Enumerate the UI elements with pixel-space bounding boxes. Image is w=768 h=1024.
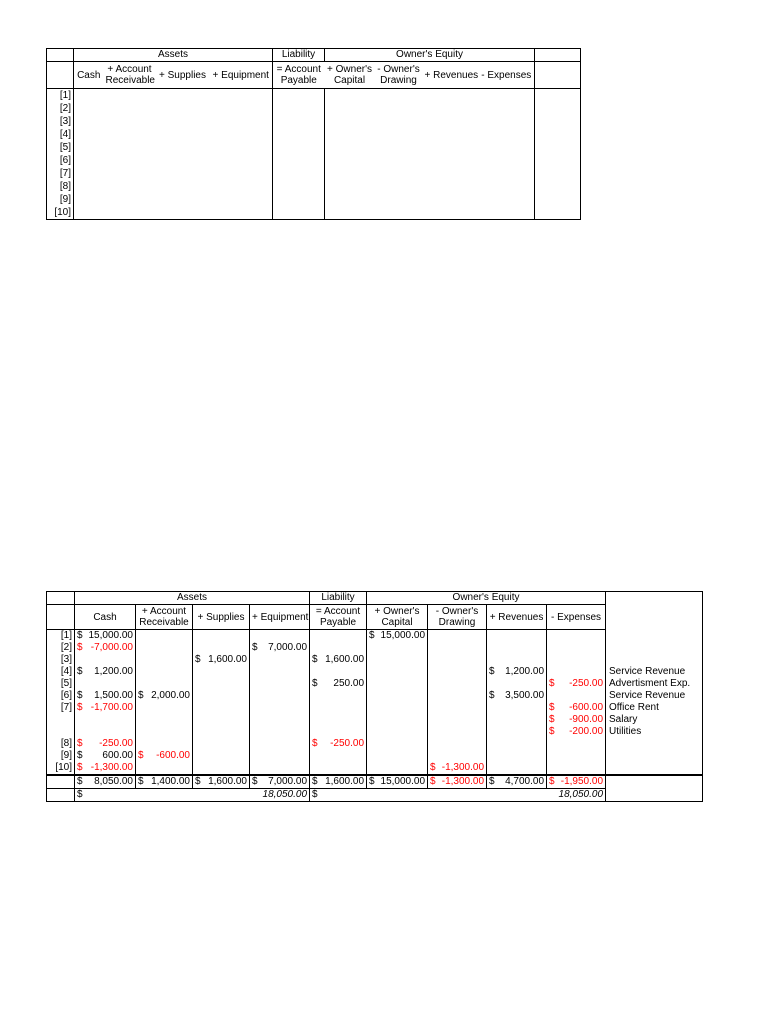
cell-drawing	[428, 738, 487, 750]
cell-revenues	[487, 738, 547, 750]
cell-supplies	[193, 702, 250, 714]
cell-expenses	[547, 750, 606, 762]
revenues-header: + Revenues	[487, 605, 547, 630]
cell-capital	[367, 714, 428, 726]
cell-supplies	[193, 690, 250, 702]
cell-expenses	[547, 642, 606, 654]
blank-row	[47, 180, 581, 193]
cell-equipment: $ 7,000.00	[250, 642, 310, 654]
cell-ap	[310, 642, 367, 654]
cell-equipment	[250, 750, 310, 762]
cell-cash: $ 15,000.00	[75, 630, 136, 643]
cell-drawing	[428, 690, 487, 702]
cell-expenses	[547, 630, 606, 643]
ledger-row	[47, 678, 703, 690]
blank-row	[47, 154, 581, 167]
cell-supplies	[193, 714, 250, 726]
cell-equipment	[250, 678, 310, 690]
cell-cash	[75, 726, 136, 738]
row-label: [5]	[47, 678, 75, 690]
cell-equipment	[250, 738, 310, 750]
transaction-note: Office Rent	[606, 702, 703, 714]
blank-row	[47, 141, 581, 154]
cell-revenues	[487, 714, 547, 726]
blank-row	[47, 115, 581, 128]
liability-header: Liability	[310, 592, 367, 605]
total-revenues: $ 4,700.00	[487, 775, 547, 789]
cell-expenses	[547, 654, 606, 666]
row-label: [4]	[47, 666, 75, 678]
row-label: [3]	[47, 654, 75, 666]
notes-header	[535, 49, 581, 62]
blank-row	[47, 89, 581, 103]
cell-equipment	[250, 630, 310, 643]
cell-drawing	[428, 726, 487, 738]
row-label: [7]	[47, 702, 75, 714]
cell-drawing	[428, 750, 487, 762]
cell-revenues	[487, 726, 547, 738]
ledger-row	[47, 702, 703, 714]
cell-capital	[367, 678, 428, 690]
cell-capital	[367, 750, 428, 762]
cell-revenues	[487, 642, 547, 654]
cell-revenues	[487, 702, 547, 714]
cell-ap: $ -250.00	[310, 738, 367, 750]
cell-capital	[367, 762, 428, 775]
cell-cash	[75, 714, 136, 726]
row-label: [2]	[47, 102, 74, 115]
cell-ap: $ 250.00	[310, 678, 367, 690]
drawing-header: - Owner's Drawing	[428, 605, 487, 630]
liab-equity-grand-total: $ 18,050.00	[310, 789, 606, 802]
blank-row	[47, 102, 581, 115]
cell-drawing	[428, 630, 487, 643]
row-label	[47, 726, 75, 738]
cell-supplies	[193, 678, 250, 690]
row-label: [6]	[47, 154, 74, 167]
cell-expenses: $ -600.00	[547, 702, 606, 714]
row-label: [7]	[47, 167, 74, 180]
cell-expenses: $ -250.00	[547, 678, 606, 690]
revenues-header: + Revenues	[423, 62, 479, 89]
grand-total-row	[47, 789, 703, 802]
total-supplies: $ 1,600.00	[193, 775, 250, 789]
blank-row	[47, 128, 581, 141]
cell-capital	[367, 738, 428, 750]
cell-revenues: $ 3,500.00	[487, 690, 547, 702]
cash-header: Cash	[74, 62, 104, 89]
cash-header: Cash	[75, 605, 136, 630]
cell-ar	[136, 714, 193, 726]
supplies-header: + Supplies	[193, 605, 250, 630]
cell-equipment	[250, 702, 310, 714]
cell-ap	[310, 726, 367, 738]
row-label: [9]	[47, 750, 75, 762]
cell-equipment	[250, 690, 310, 702]
cell-supplies	[193, 750, 250, 762]
cell-supplies	[193, 738, 250, 750]
row-label: [1]	[47, 630, 75, 643]
total-ar: $ 1,400.00	[136, 775, 193, 789]
cell-cash: $ 1,200.00	[75, 666, 136, 678]
supplies-header: + Supplies	[156, 62, 210, 89]
transaction-note: Utilities	[606, 726, 703, 738]
transaction-note: Salary	[606, 714, 703, 726]
cell-capital	[367, 666, 428, 678]
transaction-note	[606, 630, 703, 643]
corner-cell	[47, 592, 75, 605]
total-capital: $ 15,000.00	[367, 775, 428, 789]
cell-cash	[75, 678, 136, 690]
equity-header: Owner's Equity	[367, 592, 606, 605]
cell-ar	[136, 642, 193, 654]
cell-cash: $ -1,700.00	[75, 702, 136, 714]
cell-ar	[136, 702, 193, 714]
cell-capital	[367, 726, 428, 738]
total-expenses: $ -1,950.00	[547, 775, 606, 789]
blank-row	[47, 206, 581, 220]
blank-accounting-equation-table	[46, 48, 581, 220]
total-equipment: $ 7,000.00	[250, 775, 310, 789]
cell-cash	[75, 654, 136, 666]
cell-revenues	[487, 630, 547, 643]
ledger-row	[47, 690, 703, 702]
ledger-row	[47, 726, 703, 738]
cell-capital	[367, 642, 428, 654]
ledger-row	[47, 738, 703, 750]
ar-header: + Account Receivable	[136, 605, 193, 630]
cell-ap: $ 1,600.00	[310, 654, 367, 666]
liability-header: Liability	[273, 49, 325, 62]
cell-equipment	[250, 654, 310, 666]
row-label: [10]	[47, 206, 74, 220]
cell-supplies	[193, 726, 250, 738]
ap-header: = Account Payable	[273, 62, 325, 89]
blank-row	[47, 167, 581, 180]
cell-ap	[310, 690, 367, 702]
ap-header: = Account Payable	[310, 605, 367, 630]
total-ap: $ 1,600.00	[310, 775, 367, 789]
transaction-note: Advertisment Exp.	[606, 678, 703, 690]
cell-revenues	[487, 678, 547, 690]
row-label: [8]	[47, 180, 74, 193]
row-label: [9]	[47, 193, 74, 206]
expenses-header: - Expenses	[547, 605, 606, 630]
assets-grand-total: $ 18,050.00	[75, 789, 310, 802]
cell-ar	[136, 762, 193, 775]
cell-ar	[136, 738, 193, 750]
ledger-row	[47, 654, 703, 666]
cell-ap	[310, 762, 367, 775]
cell-drawing	[428, 678, 487, 690]
cell-revenues: $ 1,200.00	[487, 666, 547, 678]
row-label	[47, 714, 75, 726]
ledger-row	[47, 642, 703, 654]
transaction-note: Service Revenue	[606, 690, 703, 702]
cell-drawing	[428, 666, 487, 678]
cell-ar	[136, 630, 193, 643]
equipment-header: + Equipment	[250, 605, 310, 630]
equipment-header: + Equipment	[210, 62, 273, 89]
cell-supplies	[193, 642, 250, 654]
notes-header	[606, 592, 703, 605]
assets-header: Assets	[74, 49, 273, 62]
transaction-note	[606, 654, 703, 666]
row-label: [8]	[47, 738, 75, 750]
cell-cash: $ -250.00	[75, 738, 136, 750]
total-drawing: $ -1,300.00	[428, 775, 487, 789]
ledger-row	[47, 750, 703, 762]
cell-ar	[136, 678, 193, 690]
drawing-header: - Owner's Drawing	[375, 62, 423, 89]
ledger-row	[47, 666, 703, 678]
cell-supplies	[193, 630, 250, 643]
cell-supplies: $ 1,600.00	[193, 654, 250, 666]
cell-revenues	[487, 762, 547, 775]
transaction-note	[606, 738, 703, 750]
cell-drawing: $ -1,300.00	[428, 762, 487, 775]
cell-expenses	[547, 738, 606, 750]
expenses-header: - Expenses	[479, 62, 535, 89]
row-label: [3]	[47, 115, 74, 128]
cell-ar: $ -600.00	[136, 750, 193, 762]
row-label: [6]	[47, 690, 75, 702]
transaction-note	[606, 762, 703, 775]
row-label: [2]	[47, 642, 75, 654]
cell-capital	[367, 702, 428, 714]
cell-equipment	[250, 762, 310, 775]
cell-equipment	[250, 666, 310, 678]
row-label: [1]	[47, 89, 74, 103]
cell-cash: $ 600.00	[75, 750, 136, 762]
blank-row	[47, 193, 581, 206]
cell-expenses: $ -900.00	[547, 714, 606, 726]
cell-ar	[136, 654, 193, 666]
total-cash: $ 8,050.00	[75, 775, 136, 789]
row-label: [10]	[47, 762, 75, 775]
row-label: [4]	[47, 128, 74, 141]
capital-header: + Owner's Capital	[325, 62, 375, 89]
cell-drawing	[428, 714, 487, 726]
ar-header: + Account Receivable	[104, 62, 156, 89]
ledger-row	[47, 714, 703, 726]
cell-cash: $ 1,500.00	[75, 690, 136, 702]
ledger-row	[47, 762, 703, 775]
cell-ar: $ 2,000.00	[136, 690, 193, 702]
cell-cash: $ -1,300.00	[75, 762, 136, 775]
cell-cash: $ -7,000.00	[75, 642, 136, 654]
cell-supplies	[193, 762, 250, 775]
cell-equipment	[250, 714, 310, 726]
cell-drawing	[428, 642, 487, 654]
cell-revenues	[487, 750, 547, 762]
corner-cell	[47, 49, 74, 62]
cell-ar	[136, 726, 193, 738]
cell-expenses: $ -200.00	[547, 726, 606, 738]
cell-revenues	[487, 654, 547, 666]
totals-row	[47, 775, 703, 789]
capital-header: + Owner's Capital	[367, 605, 428, 630]
ledger-row	[47, 630, 703, 643]
cell-expenses	[547, 762, 606, 775]
cell-ap	[310, 702, 367, 714]
equity-header: Owner's Equity	[325, 49, 535, 62]
assets-header: Assets	[75, 592, 310, 605]
transaction-note	[606, 642, 703, 654]
cell-supplies	[193, 666, 250, 678]
cell-equipment	[250, 726, 310, 738]
cell-capital	[367, 690, 428, 702]
cell-ap	[310, 630, 367, 643]
cell-expenses	[547, 690, 606, 702]
cell-capital: $ 15,000.00	[367, 630, 428, 643]
transaction-note	[606, 750, 703, 762]
cell-drawing	[428, 654, 487, 666]
cell-drawing	[428, 702, 487, 714]
cell-expenses	[547, 666, 606, 678]
cell-ar	[136, 666, 193, 678]
cell-ap	[310, 714, 367, 726]
row-label: [5]	[47, 141, 74, 154]
cell-capital	[367, 654, 428, 666]
cell-ap	[310, 750, 367, 762]
cell-ap	[310, 666, 367, 678]
transaction-note: Service Revenue	[606, 666, 703, 678]
filled-accounting-equation-table	[46, 591, 703, 802]
